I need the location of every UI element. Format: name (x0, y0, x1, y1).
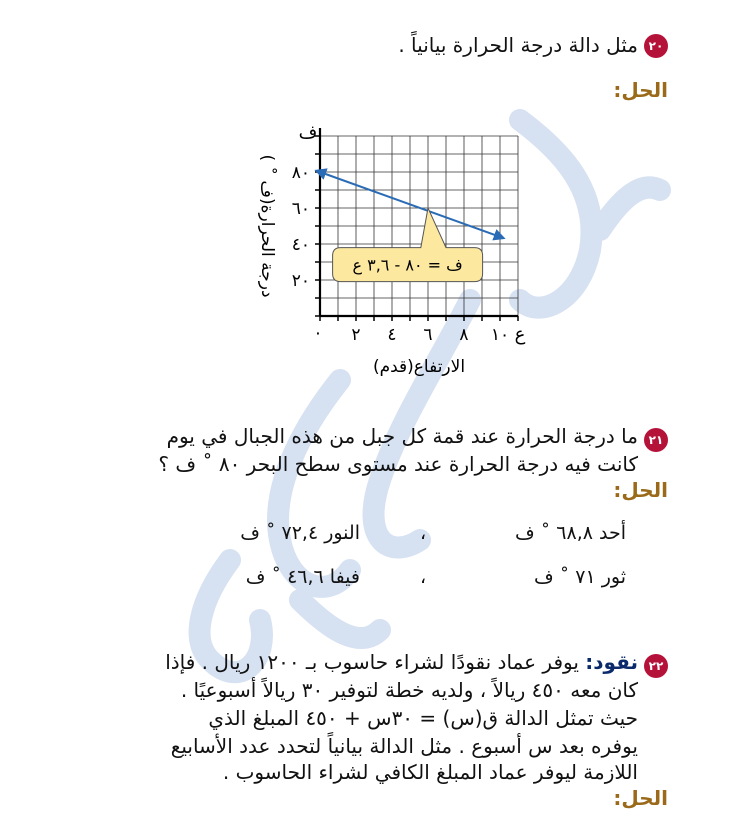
question-22-line4: يوفره بعد س أسبوع . مثل الدالة بيانياً لتحدد عدد الأسابيع (170, 734, 638, 758)
y-tick-label: ٦٠ (291, 199, 310, 219)
solution-label-21: الحل: (613, 478, 668, 502)
solution-label-22: الحل: (613, 786, 668, 810)
x-tick-label: ٤ (387, 325, 397, 345)
question-22-keyword: نقود: (585, 650, 638, 674)
equation-callout (333, 208, 483, 282)
answer-separator-1: ، (420, 522, 427, 544)
question-number-20: ٢٠ (644, 34, 668, 58)
question-22-line1 (165, 650, 638, 674)
x-axis-title: الارتفاع(قدم) (372, 357, 466, 377)
question-21-line2: كانت فيه درجة الحرارة عند مستوى سطح البحر ٨٠ ˚ ف ؟ (158, 452, 638, 476)
question-21-line1: ما درجة الحرارة عند قمة كل جبل من هذه الجبال في يوم (166, 424, 638, 448)
question-22-line1-text: يوفر عماد نقودًا لشراء حاسوب بـ ١٢٠٠ ريال . فإذا (165, 650, 579, 674)
x-tick-label: ٨ (459, 325, 469, 345)
answer-thawr: ثور ٧١ ˚ ف (533, 566, 626, 588)
y-tick-label: ٤٠ (291, 235, 310, 255)
y-axis-symbol: ف (298, 122, 318, 143)
graph-axes (315, 128, 518, 321)
question-number-21: ٢١ (644, 428, 668, 452)
x-axis-symbol: ع (514, 324, 526, 345)
question-number-22: ٢٢ (644, 654, 668, 678)
answer-ahad: أحد ٦٨,٨ ˚ ف (515, 522, 626, 544)
answer-separator-2: ، (420, 566, 427, 588)
x-tick-label: ٦ (423, 325, 433, 345)
question-20-text: مثل دالة درجة الحرارة بيانياً . (398, 33, 638, 57)
answer-fifa: فيفا ٤٦,٦ ˚ ف (245, 566, 360, 588)
graph-grid (320, 136, 518, 316)
x-tick-label: ١٠ (490, 325, 510, 345)
temperature-graph (240, 120, 550, 380)
question-22-line5: اللازمة ليوفر عماد المبلغ الكافي لشراء الحاسوب . (222, 760, 638, 784)
answer-alnoor: النور ٧٢,٤ ˚ ف (240, 522, 360, 544)
question-22-line3: حيث تمثل الدالة ق(س) = ٣٠س + ٤٥٠ المبلغ الذي (208, 706, 638, 730)
question-22-line2: كان معه ٤٥٠ ريالاً ، ولديه خطة لتوفير ٣٠ ريالاً أسبوعيًا . (180, 678, 638, 702)
equation-text: ف = ٨٠ - ٣,٦ ع (352, 255, 463, 275)
y-tick-label: ٨٠ (291, 163, 310, 183)
x-tick-label: ٢ (351, 325, 361, 345)
y-tick-label: ٢٠ (291, 271, 310, 291)
solution-label-20: الحل: (613, 78, 668, 102)
origin-label: ٠ (313, 323, 323, 343)
y-axis-title: درجة الحرارة(ف ˚ ) (257, 154, 277, 298)
